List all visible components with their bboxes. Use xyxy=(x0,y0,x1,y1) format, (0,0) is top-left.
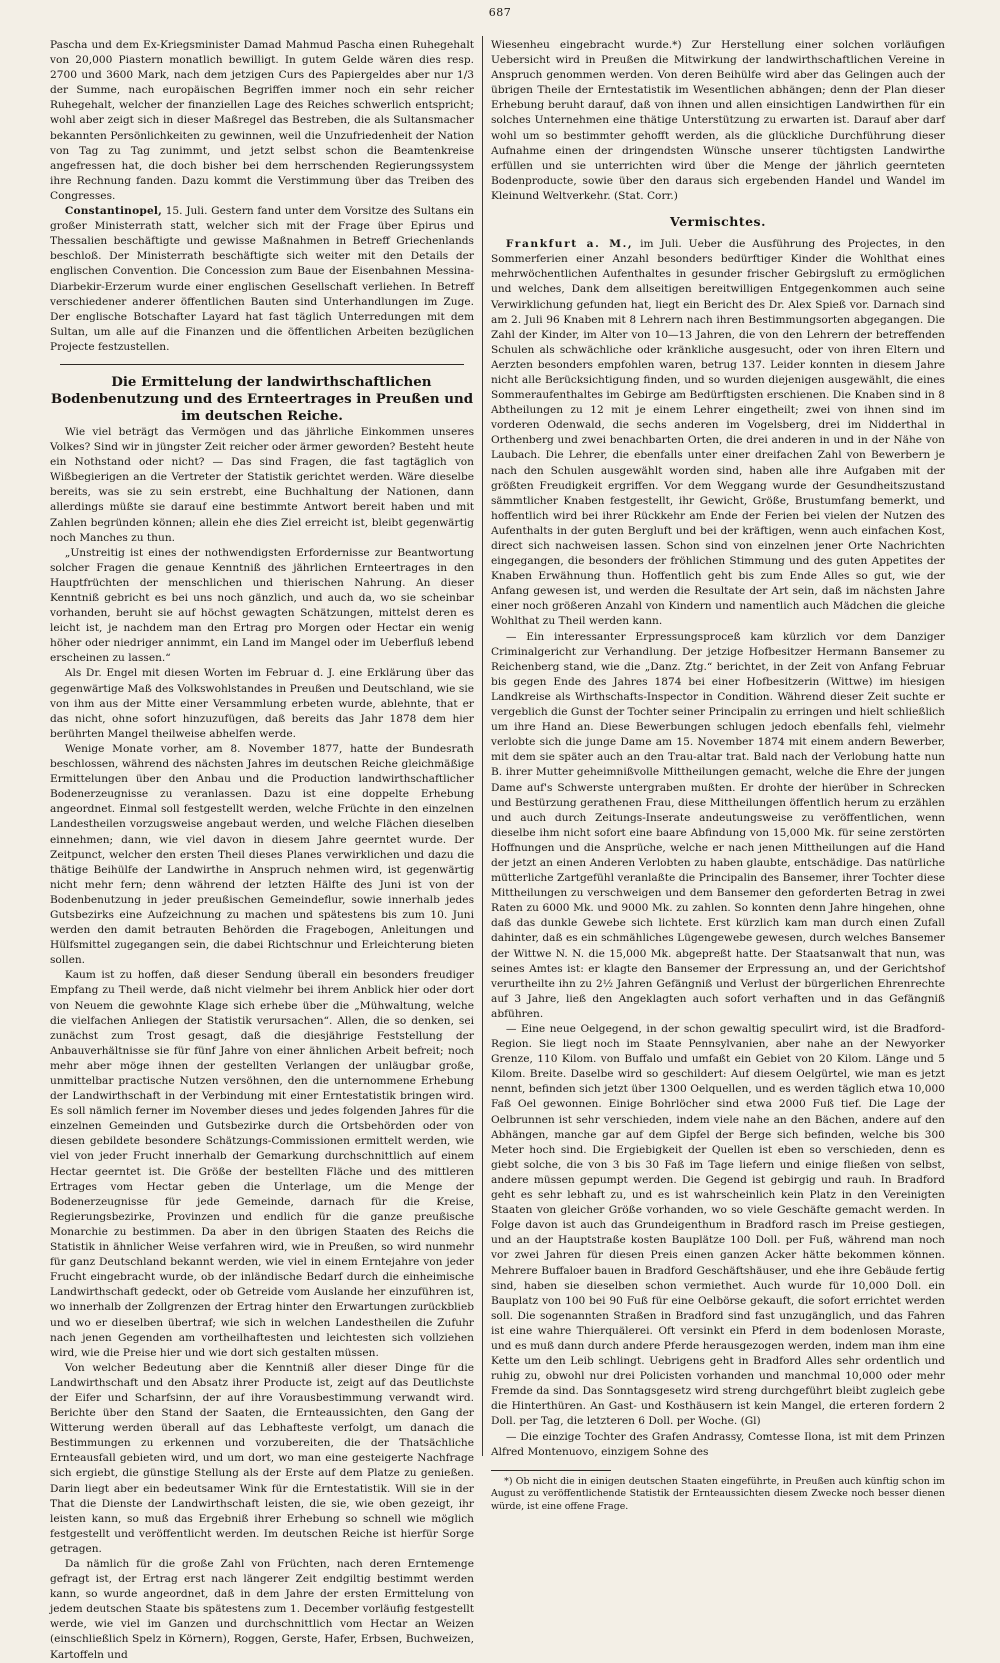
article-paragraph-3: Als Dr. Engel mit diesen Worten im Februar d. J. eine Erklärung über das gegenwärtige Maß des Volkswohlstandes in Preußen und Deutschland, wie sie von ihm aus der Mitte einer Versammlung erbeten wurde, ablehnte, that er das nicht, ohne sofort hinzuzufügen, daß bereits das Jahr 1878 dem hier berührten Mangel theilweise abhelfen werde. xyxy=(50,667,474,740)
page-number: 687 xyxy=(488,6,512,19)
dateline-frankfurt: Frankfurt a. M., xyxy=(505,238,634,251)
article-paragraph-4: Wenige Monate vorher, am 8. November 1877, hatte der Bundesrath beschlossen, während des nächsten Jahres im deutschen Reiche gleichmäßige Ermittelungen über den Anbau und die Production landwirthschaftlicher Bodenerzeugnisse zu veranlassen. Dazu ist eine doppelte Erhebung angeordnet. Einmal soll festgestellt werden, welche Früchte in den einzelnen Landestheilen vorzugsweise angebaut werden, und welche Flächen dieselben einnehmen; dann, wie viel davon in diesem Jahre geerntet wurde. Der Zeitpunct, welcher den ersten Theil dieses Planes verwirklichen und dazu die thätige Beihülfe der Landwirthe in Anspruch nehmen wird, ist gegenwärtig nicht mehr fern; denn während der letzten Hälfte des Juni ist von der Bodenbenutzung in jeder preußischen Gemeindeflur, sowie innerhalb jedes Gutsbezirks eine Aufzeichnung zu machen und spätestens bis zum 10. Juni werden den damit betrauten Behörden die Fragebogen, Anleitungen und Hülfsmittel zugegangen sein, die dabei Richtschnur und Erleichterung bieten sollen. xyxy=(50,742,474,967)
article-frankfurt-text: im Juli. Ueber die Ausführung des Projectes, in den Sommerferien einer Anzahl besonders bedürftiger Kinder die Wohlthat eines mehrwöchentlichen Aufenthaltes in gesunder frischer Gebirgsluft zu ermöglichen und welches, Dank dem allseitigen bereitwilligen Entgegenkommen auch seine Verwirklichung gefunden hat, liegt ein Bericht des Dr. Alex Spieß vor. Darnach sind am 2. Juli 96 Knaben mit 8 Lehrern nach ihren Bestimmungsorten abgegangen. Die Zahl der Kinder, im Alter von 10—13 Jahren, die von den Lehrern der betreffenden Schulen als schwächliche oder kränkliche ausgesucht, oder von ihren Eltern und Aerzten besonders empfohlen waren, betrug 137. Leider konnten in diesem Jahre nicht alle Berücksichtigung finden, und so wurden diejenigen ausgewählt, die eines Sommeraufenthaltes im Gebirge am Bedürftigsten erschienen. Die Knaben sind in 8 Abtheilungen zu 12 mit je einem Lehrer eingetheilt; zwei von ihnen sind im vorderen Odenwald, die sechs anderen im Vogelsberg, drei im Nidderthal in Orthenberg und zwei benachbarten Orten, die drei anderen in und in der Nähe von Laubach. Die Lehrer, die ebenfalls unter einer dreifachen Zahl von Bewerbern je nach den Schulen ausgewählt worden sind, haben alle ihre Aufgaben mit der größten Freudigkeit ergriffen. Vor dem Weggang wurde der Gesundheitszustand sämmtlicher Knaben festgestellt, ihr Gewicht, Größe, Brustumfang bemerkt, und hoffentlich wird bei ihrer Rückkehr am Ende der Ferien bei vielen der Nutzen des Aufenthalts in der guten Bergluft und bei der kräftigen, wenn auch einfachen Kost, direct sich nachweisen lassen. Schon sind von einzelnen jener Orte Nachrichten eingegangen, die besonders der fröhlichen Stimmung und des guten Appetites der Knaben Erwähnung thun. Hoffentlich geht bis zum Ende Alles so gut, wie der Anfang gewesen ist, und werden die Resultate der Art sein, daß im nächsten Jahre einer noch größeren Anzahl von Kindern und namentlich auch Mädchen die gleiche Wohlthat zu Theil werden kann. xyxy=(491,238,945,628)
article-continuation-text: Wiesenheu eingebracht wurde.*) Zur Herstellung einer solchen vorläufigen Uebersicht wird in Preußen die Mitwirkung der landwirthschaftlichen Vereine in Anspruch genommen werden. Von deren Beihülfe wird aber das Gelingen auch der übrigen Theile der Erntestatistik im Wesentlichen abhängen; denn der Plan dieser Erhebung beruht darauf, daß von ihnen und allen einsichtigen Landwirthen für ein solches Unternehmen eine thätige Unterstützung zu erwarten ist. Darauf aber darf wohl um so bestimmter gehofft werden, als die glückliche Durchführung dieser Aufnahme einen der dringendsten Wünsche unserer tüchtigsten Landwirthe erfüllen und sie unterrichten wird über die Menge der jährlich geernteten Bodenproducte, sowie über den daraus sich ergebenden Handel und Wandel im Kleinund Weltverkehr. xyxy=(491,39,945,202)
article-headline: Die Ermittelung der landwirthschaftlichen Bodenbenutzung und des Ernteertrages in Preußen und im deutschen Reiche. xyxy=(50,373,474,424)
footnote-divider xyxy=(491,1470,611,1471)
column-divider xyxy=(482,36,483,1456)
section-divider xyxy=(60,364,464,365)
dateline-constantinopel: Constantinopel, xyxy=(64,205,162,218)
article-oelgegend: — Eine neue Oelgegend, in der schon gewaltig speculirt wird, ist die Bradford-Region. Sie liegt noch im Staate Pennsylvanien, aber nahe an der Newyorker Grenze, 110 Kilom. von Buffalo und umfaßt ein Gebiet von 20 Kilom. Länge und 5 Kilom. Breite. Daselbe wird so geschildert: Auf diesem Oelgürtel, wie man es jetzt nennt, befinden sich jetzt über 1300 Oelquellen, und es werden täglich etwa 10,000 Faß Oel gewonnen. Einige Bohrlöcher sind etwa 2000 Fuß tief. Die Lage der Oelbrunnen ist sehr verschieden, indem viele nahe an den Bächen, andere auf den Abhängen, manche gar auf dem Gipfel der Berge sich befinden, welche bis 300 Meter hoch sind. Die Ergiebigkeit der Quellen ist eben so verschieden, denn es giebt solche, die von 3 bis 30 Faß im Tage liefern und einige fließen von selbst, andere müssen gepumpt werden. Die Gegend ist gebirgig und rauh. In Bradford geht es sehr lebhaft zu, und es ist wahrscheinlich kein Platz in den Vereinigten Staaten von gleicher Größe vorhanden, wo so viele Geschäfte gemacht werden. In Folge davon ist auch das Grundeigenthum in Bradford rasch im Preise gestiegen, und an der Hauptstraße kosten Bauplätze 100 Doll. per Fuß, während man noch vor zwei Jahren für diesen Preis einen ganzen Acker hätte bekommen können. Mehrere Buffaloer bauen in Bradford Geschäftshäuser, und ehe ihre Gebäude fertig sind, haben sie dieselben schon vermiethet. Auch wurde für 10,000 Doll. ein Bauplatz von 100 bei 90 Fuß für eine Oelbörse gekauft, die sofort errichtet werden soll. Die sogenannten Straßen in Bradford sind fast unzugänglich, und das Fahren ist eine wahre Thierquälerei. Oft versinkt ein Pferd in dem bodenlosen Moraste, und es muß dann durch andere Pferde herausgezogen werden, indem man ihm eine Kette um den Leib schlingt. Uebrigens geht in Bradford Alles sehr ordentlich und ruhig zu, obwohl nur drei Policisten vorhanden und manchmal 10,000 oder mehr Fremde da sind. Das Sonntagsgesetz wird streng durchgeführt bleibt zugleich gebe die Hinterthüren. An Gast- und Kosthäusern ist kein Mangel, die erteren fordern 2 Doll. per Tag, die letzteren 6 Doll. per Woche. (Gl) xyxy=(491,1023,945,1428)
article-paragraph-6: Von welcher Bedeutung aber die Kenntniß aller dieser Dinge für die Landwirthschaft und den Absatz ihrer Producte ist, zeigt auf das Deutlichste der Eifer und Scharfsinn, der auf ihre Vorausbestimmung verwandt wird. Berichte über den Stand der Saaten, die Ernteaussichten, den Gang der Witterung werden überall auf das Lebhafteste verfolgt, um danach die Bestimmungen zu erkennen und vorzubereiten, die der Thatsächliche Ernteausfall gebieten wird, und um dort, wo man eine gesteigerte Nachfrage sich ergiebt, die günstige Stellung als der Erste auf dem Platze zu genießen. Darin liegt aber ein bedeutsamer Wink für die Erntestatistik. Will sie in der That die Dienste der Landwirthschaft leisten, die sie, wie oben gezeigt, ihr leisten kann, so muß das Ergebniß ihrer Erhebung so schnell wie möglich festgestellt und veröffentlicht werden. Im deutschen Reiche ist hierfür Sorge getragen. xyxy=(50,1361,474,1555)
article-paragraph-7: Da nämlich für die große Zahl von Früchten, nach deren Erntemenge gefragt ist, der Ertrag erst nach längerer Zeit endgiltig bestimmt werden kann, so wurde angeordnet, daß in dem Jahre der ersten Ermittelung von jedem deutschen Staate bis spätestens zum 1. December vorläufig festgestellt werde, wie viel im Ganzen und durchschnittlich vom Hectar an Weizen (einschließlich Spelz in Körnern), Roggen, Gerste, Hafer, Erbsen, Buchweizen, Kartoffeln und xyxy=(50,1558,474,1661)
article-paragraph-2: „Unstreitig ist eines der nothwendigsten Erfordernisse zur Beantwortung solcher Fragen die genaue Kenntniß des jährlichen Ernteertrages in den Hauptfrüchten der menschlichen und thierischen Nahrung. An dieser Kenntniß gebricht es bei uns noch gänzlich, und auch da, wo sie scheinbar vorhanden, beruht sie auf höchst gewagten Schätzungen, mittelst deren es leicht ist, je nachdem man den Ertrag pro Morgen oder Hectar ein wenig höher oder niedriger annimmt, ein Land im Mangel oder im Ueberfluß lebend erscheinen zu lassen.“ xyxy=(50,546,474,665)
article-erpressung: — Ein interessanter Erpressungsproceß kam kürzlich vor dem Danziger Criminalgericht zur Verhandlung. Der jetzige Hofbesitzer Hermann Bansemer zu Reichenberg stand, wie die „Danz. Ztg.“ berichtet, in der Zeit von Anfang Februar bis gegen Ende des Jahres 1874 bei einer Hofbesitzerin (Wittwe) im hiesigen Landkreise als Wirthschafts-Inspector in Condition. Während dieser Zeit suchte er vergeblich die Gunst der Tochter seiner Principalin zu erringen und hielt schließlich um ihre Hand an. Diese Bewerbungen schlugen jedoch ebenfalls fehl, vielmehr verlobte sich die junge Dame am 15. November 1874 mit einem andern Bewerber, mit dem sie später auch an den Trau-altar trat. Bald nach der Verlobung hatte nun B. ihrer Mutter geheimnißvolle Mittheilungen gemacht, welche die Ehre der jungen Dame auf's Schwerste untergraben mußten. Er drohte der hierüber in Schrecken und Bestürzung gerathenen Frau, diese Mittheilungen öffentlich herum zu erzählen und auch durch Zeitungs-Inserate andeutungsweise zu veröffentlichen, wenn dieselbe ihm nicht sofort eine baare Abfindung von 15,000 Mk. für seine zerstörten Hoffnungen und die Ansprüche, welche er nach jenen Mittheilungen auf die Hand der jetzt an einen Anderen Verlobten zu haben glaubte, entschädige. Das natürliche mütterliche Zartgefühl veranlaßte die Principalin des Bansemer, ihrer Tochter diese Mittheilungen zu verschweigen und dem Bansemer den geforderten Betrag in zwei Raten zu 6000 Mk. und 9000 Mk. zu zahlen. So konnten denn Jahre hingehen, ohne daß das dunkle Gewebe sich lichtete. Erst kürzlich kam man durch einen Zufall dahinter, daß es ein schmähliches Lügengewebe gewesen, durch welches Bansemer der Wittwe N. N. die 15,000 Mk. abgepreßt hatte. Der Staatsanwalt that nun, was seines Amtes ist: er klagte den Bansemer der Erpressung an, und der Gerichtshof verurtheilte ihn zu 2½ Jahren Gefängniß und Verlust der bürgerlichen Ehrenrechte auf 3 Jahre, ließ den Angeklagten auch sofort verhaften und in das Gefängniß abführen. xyxy=(491,630,946,1020)
footnote: *) Ob nicht die in einigen deutschen Staaten eingeführte, in Preußen auch künftig schon im August zu veröffentlichende Statistik der Ernteaussichten diesem Zwecke noch besser dienen würde, ist eine offene Frage. xyxy=(491,1475,945,1512)
article-source: (Stat. Corr.) xyxy=(614,189,678,202)
article-continuation xyxy=(491,38,945,204)
article-ottoman-pensions: Pascha und dem Ex-Kriegsminister Damad Mahmud Pascha einen Ruhegehalt von 20,000 Piastern monatlich bewilligt. In gutem Gelde wären dies resp. 2700 und 3600 Mark, nach dem jetzigen Curs des Papiergeldes aber nur 1/3 der Summe, nach europäischen Begriffen immer noch ein sehr reicher Ruhegehalt, welcher der finanziellen Lage des Reiches schwerlich entspricht; wohl aber zeigt sich in dieser Maßregel das Bestreben, die als Sultansmacher bekannten Persönlichkeiten zu gewinnen, weil die Unzufriedenheit der Nation von Tag zu Tag zunimmt, und jetzt selbst schon die Beamtenkreise angefressen hat, die doch bisher bei dem herrschenden Regierungssystem ihre Rechnung fanden. Dazu kommt die Verstimmung über das Treiben des Congresses. xyxy=(50,39,474,202)
right-column xyxy=(491,38,946,1512)
article-frankfurt xyxy=(491,237,945,629)
article-paragraph-1: Wie viel beträgt das Vermögen und das jährliche Einkommen unseres Volkes? Sind wir in jüngster Zeit reicher oder ärmer geworden? Besteht heute ein Nothstand oder nicht? — Das sind Fragen, die fast tagtäglich von Wißbegierigen an die Vertreter der Statistik gerichtet werden. Wäre dieselbe bereits, was sie zu sein erstrebt, eine Buchhaltung der Nationen, dann allerdings müßte sie darauf eine bestimmte Antwort bereit haben und mit Zahlen begründen können; allein ehe dies Ziel erreicht ist, bleibt gegenwärtig noch Manches zu thun. xyxy=(50,425,474,544)
section-title-vermischtes: Vermischtes. xyxy=(670,214,766,230)
article-constantinopel-text: 15. Juli. Gestern fand unter dem Vorsitze des Sultans ein großer Ministerrath statt, welcher sich mit der Frage über Epirus und Thessalien beschäftigte und gewisse Maßnahmen in Betreff Griechenlands beschloß. Der Ministerrath beschäftigte sich weiter mit den Details der englischen Convention. Die Concession zum Baue der Eisenbahnen Messina-Diarbekir-Erzerum wurde einer englischen Gesellschaft verliehen. In Betreff verschiedener anderer öffentlichen Bauten sind Unterhandlungen im Zuge. Der englische Botschafter Layard hat fast täglich Unterredungen mit dem Sultan, um alle auf die Finanzen und die öffentlichen Arbeiten bezüglichen Projecte festzustellen. xyxy=(50,205,474,353)
left-column xyxy=(50,38,474,1661)
article-constantinopel xyxy=(50,204,474,355)
article-paragraph-5: Kaum ist zu hoffen, daß dieser Sendung überall ein besonders freudiger Empfang zu Theil werde, daß nicht vielmehr bei ihrem Anblick hier oder dort von Neuem die gewohnte Klage sich erhebe über die „Mühwaltung, welche die vielfachen Anliegen der Statistik verursachen“. Allen, die so denken, sei zunächst zum Trost gesagt, daß die diesjährige Feststellung der Anbauverhältnisse sie für fünf Jahre von einer ähnlichen Arbeit befreit; noch mehr aber möge ihnen der gestellten Verlangen der unläugbar große, unmittelbar practische Nutzen versöhnen, den die unternommene Erhebung der Landwirthschaft in der Verbindung mit einer Erntestatistik bringen wird. Es soll nämlich ferner im November dieses und jedes folgenden Jahres für die einzelnen Gemeinden und Gutsbezirke durch die Ortsbehörden oder von diesen gebildete besondere Schätzungs-Commissionen ermittelt werden, wie viel von jeder Frucht innerhalb der Gemarkung durchschnittlich auf einem Hectar geerntet ist. Die Größe der bestellten Fläche und des mittleren Ertrages vom Hectar geben die Unterlage, um die Menge der Bodenerzeugnisse für jede Gemeinde, darnach für die Kreise, Regierungsbezirke, Provinzen und endlich für die ganze preußische Monarchie zu bestimmen. Da aber in den übrigen Staaten des Reichs die Statistik in ähnlicher Weise verfahren wird, wie in Preußen, so wird nunmehr für ganz Deutschland bekannt werden, wie viel in einem Erntejahre von jeder Frucht eingebracht wurde, ob der inländische Bedarf durch die einheimische Landwirthschaft gedeckt, oder ob Getreide vom Auslande her einzuführen ist, wo innerhalb der Zollgrenzen der Ertrag hinter den Erwartungen zurückblieb und wo er dieselben übertraf; wie sich in welchen Landestheilen die Zufuhr nach jenen Gegenden am vortheilhaftesten und leichtesten sich vollziehen wird, wie die Preise hier und wie dort sich gestalten müssen. xyxy=(50,969,474,1359)
article-andrassy: — Die einzige Tochter des Grafen Andrassy, Comtesse Ilona, ist mit dem Prinzen Alfred Montenuovo, einzigem Sohne des xyxy=(491,1430,945,1458)
